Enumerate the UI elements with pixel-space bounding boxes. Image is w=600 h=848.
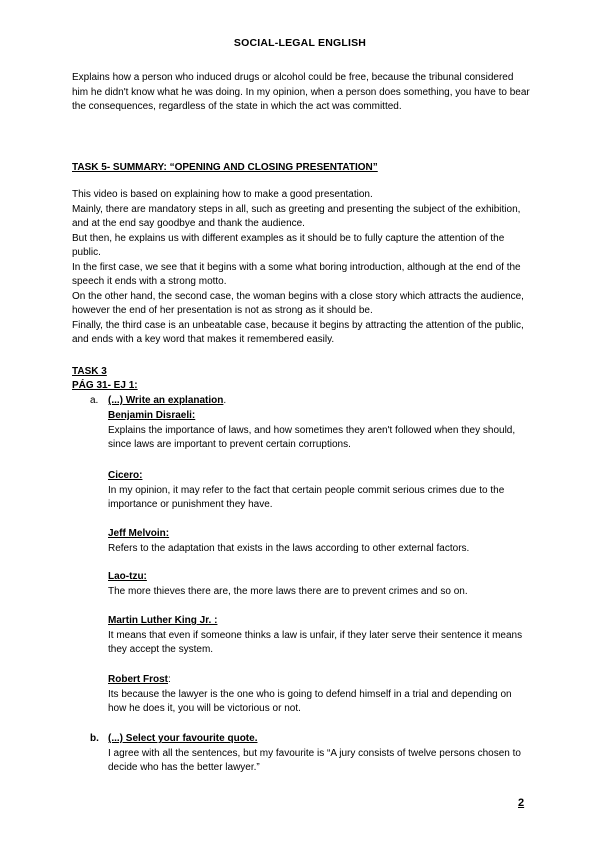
page-number: 2: [518, 797, 525, 809]
quote-author: Jeff Melvoin:: [108, 528, 170, 539]
item-b-title: (...) Select your favourite quote.: [108, 733, 258, 744]
document-title: SOCIAL-LEGAL ENGLISH: [233, 37, 367, 49]
quote-block: [108, 614, 528, 658]
summary-line: On the other hand, the second case, the woman begins with a close story which attracts the audience, however the end of her presentation is not as strong as it should be.: [72, 290, 524, 316]
task5-heading: TASK 5- SUMMARY: “OPENING AND CLOSING PRESENTATION”: [72, 162, 378, 173]
quote-block: [108, 673, 528, 717]
list-marker-b: b.: [90, 733, 99, 744]
quote-block: [108, 527, 528, 556]
summary-line: This video is based on explaining how to make a good presentation.: [72, 189, 373, 200]
quote-explanation: In my opinion, it may refer to the fact that certain people commit serious crimes due to the importance or punishment they have.: [108, 484, 505, 510]
task3-subheading: PÁG 31- EJ 1:: [72, 380, 138, 391]
task3-heading: TASK 3: [72, 366, 107, 377]
favourite-quote-text: I agree with all the sentences, but my favourite is “A jury consists of twelve persons chosen to decide who has the better lawyer.”: [108, 747, 521, 773]
quote-author: Lao-tzu:: [108, 571, 147, 582]
summary-line: In the first case, we see that it begins with a some what boring introduction, although at the end of the speech it ends with a strong motto.: [72, 261, 521, 287]
quote-explanation: It means that even if someone thinks a law is unfair, if they later serve their sentence it means they accept the system.: [108, 629, 523, 655]
quote-explanation: Its because the lawyer is the one who is going to defend himself in a trial and depending on how he does it, you will be victorious or not.: [108, 688, 512, 714]
quote-block: [108, 469, 528, 513]
quote-block: [108, 570, 528, 599]
quote-author: Robert Frost: [108, 674, 168, 685]
quote-author: Martin Luther King Jr. :: [108, 615, 218, 626]
quote-block: [108, 409, 528, 453]
list-marker-a: a.: [90, 395, 99, 406]
task5-summary: [72, 188, 530, 348]
item-a-label: [108, 394, 528, 409]
quote-explanation: The more thieves there are, the more laws there are to prevent crimes and so on.: [108, 585, 468, 597]
item-a-period: .: [223, 395, 227, 406]
quote-explanation: Explains the importance of laws, and how sometimes they aren't followed when they should, since laws are important to prevent certain corruptions.: [108, 424, 516, 450]
quote-explanation: Refers to the adaptation that exists in the laws according to other external factors.: [108, 542, 470, 554]
quote-author-colon: :: [168, 674, 171, 685]
summary-line: But then, he explains us with different examples as it should be to fully capture the attention of the public.: [72, 232, 505, 258]
intro-paragraph: Explains how a person who induced drugs or alcohol could be free, because the tribunal considered him he didn't know what he was doing. In my opinion, when a person does something, you have to bear the consequences, regardless of the state in which the act was committed.: [72, 72, 530, 112]
quote-author: Cicero:: [108, 470, 143, 481]
item-b-block: [108, 732, 528, 776]
item-a-title: (...) Write an explanation: [108, 395, 224, 406]
summary-line: Mainly, there are mandatory steps in all, such as greeting and presenting the subject of the exhibition, and at the end say goodbye and thank the audience.: [72, 203, 521, 229]
quote-author: Benjamin Disraeli:: [108, 410, 196, 421]
summary-line: Finally, the third case is an unbeatable case, because it begins by attracting the attention of the public, and ends with a key word that makes it remembered easily.: [72, 319, 524, 345]
